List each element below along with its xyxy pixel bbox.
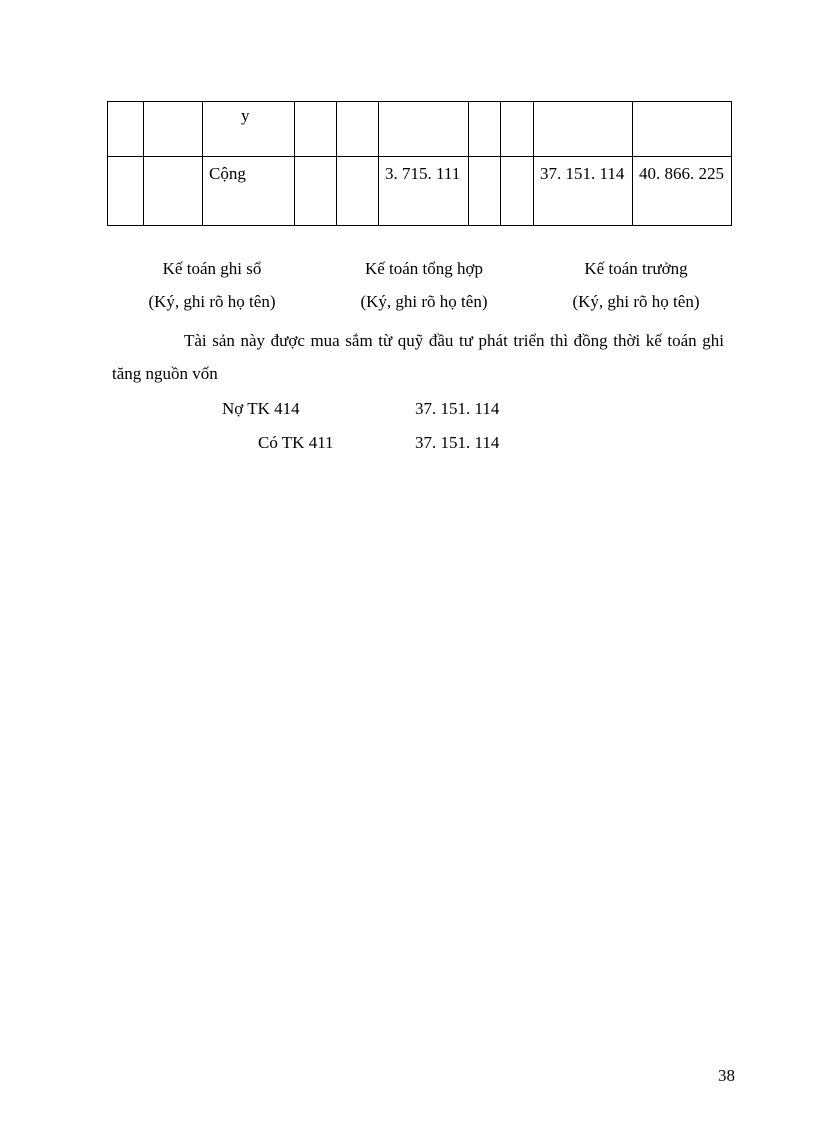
total-value-col9: 37. 151. 114 [534, 157, 633, 226]
table-cell [469, 157, 501, 226]
signature-title: Kế toán tổng hợp [364, 259, 484, 278]
signature-block [0, 252, 816, 322]
table-cell [295, 157, 337, 226]
debit-account-label: Nợ TK 414 [222, 399, 300, 418]
signature-note: (Ký, ghi rõ họ tên) [572, 292, 700, 311]
credit-amount: 37. 151. 114 [415, 433, 500, 452]
credit-account-label: Có TK 411 [258, 433, 334, 452]
total-value-col6: 3. 715. 111 [379, 157, 469, 226]
signature-general-accountant [314, 252, 534, 318]
table-cell [144, 157, 203, 226]
debit-amount: 37. 151. 114 [415, 399, 500, 418]
table-cell [108, 157, 144, 226]
table-cell [534, 102, 633, 157]
table-cell [501, 157, 534, 226]
total-value-col10: 40. 866. 225 [633, 157, 732, 226]
table-cell [295, 102, 337, 157]
signature-title: Kế toán trưởng [584, 259, 688, 278]
table-cell-continuation: y [203, 102, 295, 157]
table-cell [108, 102, 144, 157]
table-cell [501, 102, 534, 157]
table-cell [633, 102, 732, 157]
table-cell [337, 157, 379, 226]
body-paragraph: Tài sản này được mua sắm từ quỹ đầu tư phát triển thì đồng thời kế toán ghi tăng nguồn vốn [112, 331, 724, 383]
table-cell [469, 102, 501, 157]
total-label: Cộng [203, 157, 295, 226]
ledger-table [107, 101, 732, 226]
table-cell [337, 102, 379, 157]
signature-note: (Ký, ghi rõ họ tên) [360, 292, 488, 311]
page-number: 38 [718, 1066, 735, 1085]
journal-entries [0, 393, 816, 463]
signature-bookkeeper [102, 252, 322, 318]
table-cell [144, 102, 203, 157]
signature-note: (Ký, ghi rõ họ tên) [148, 292, 276, 311]
table-cell [379, 102, 469, 157]
signature-chief-accountant [526, 252, 746, 318]
signature-title: Kế toán ghi sổ [162, 259, 262, 278]
table-row-total [108, 157, 732, 226]
table-row [108, 102, 732, 157]
